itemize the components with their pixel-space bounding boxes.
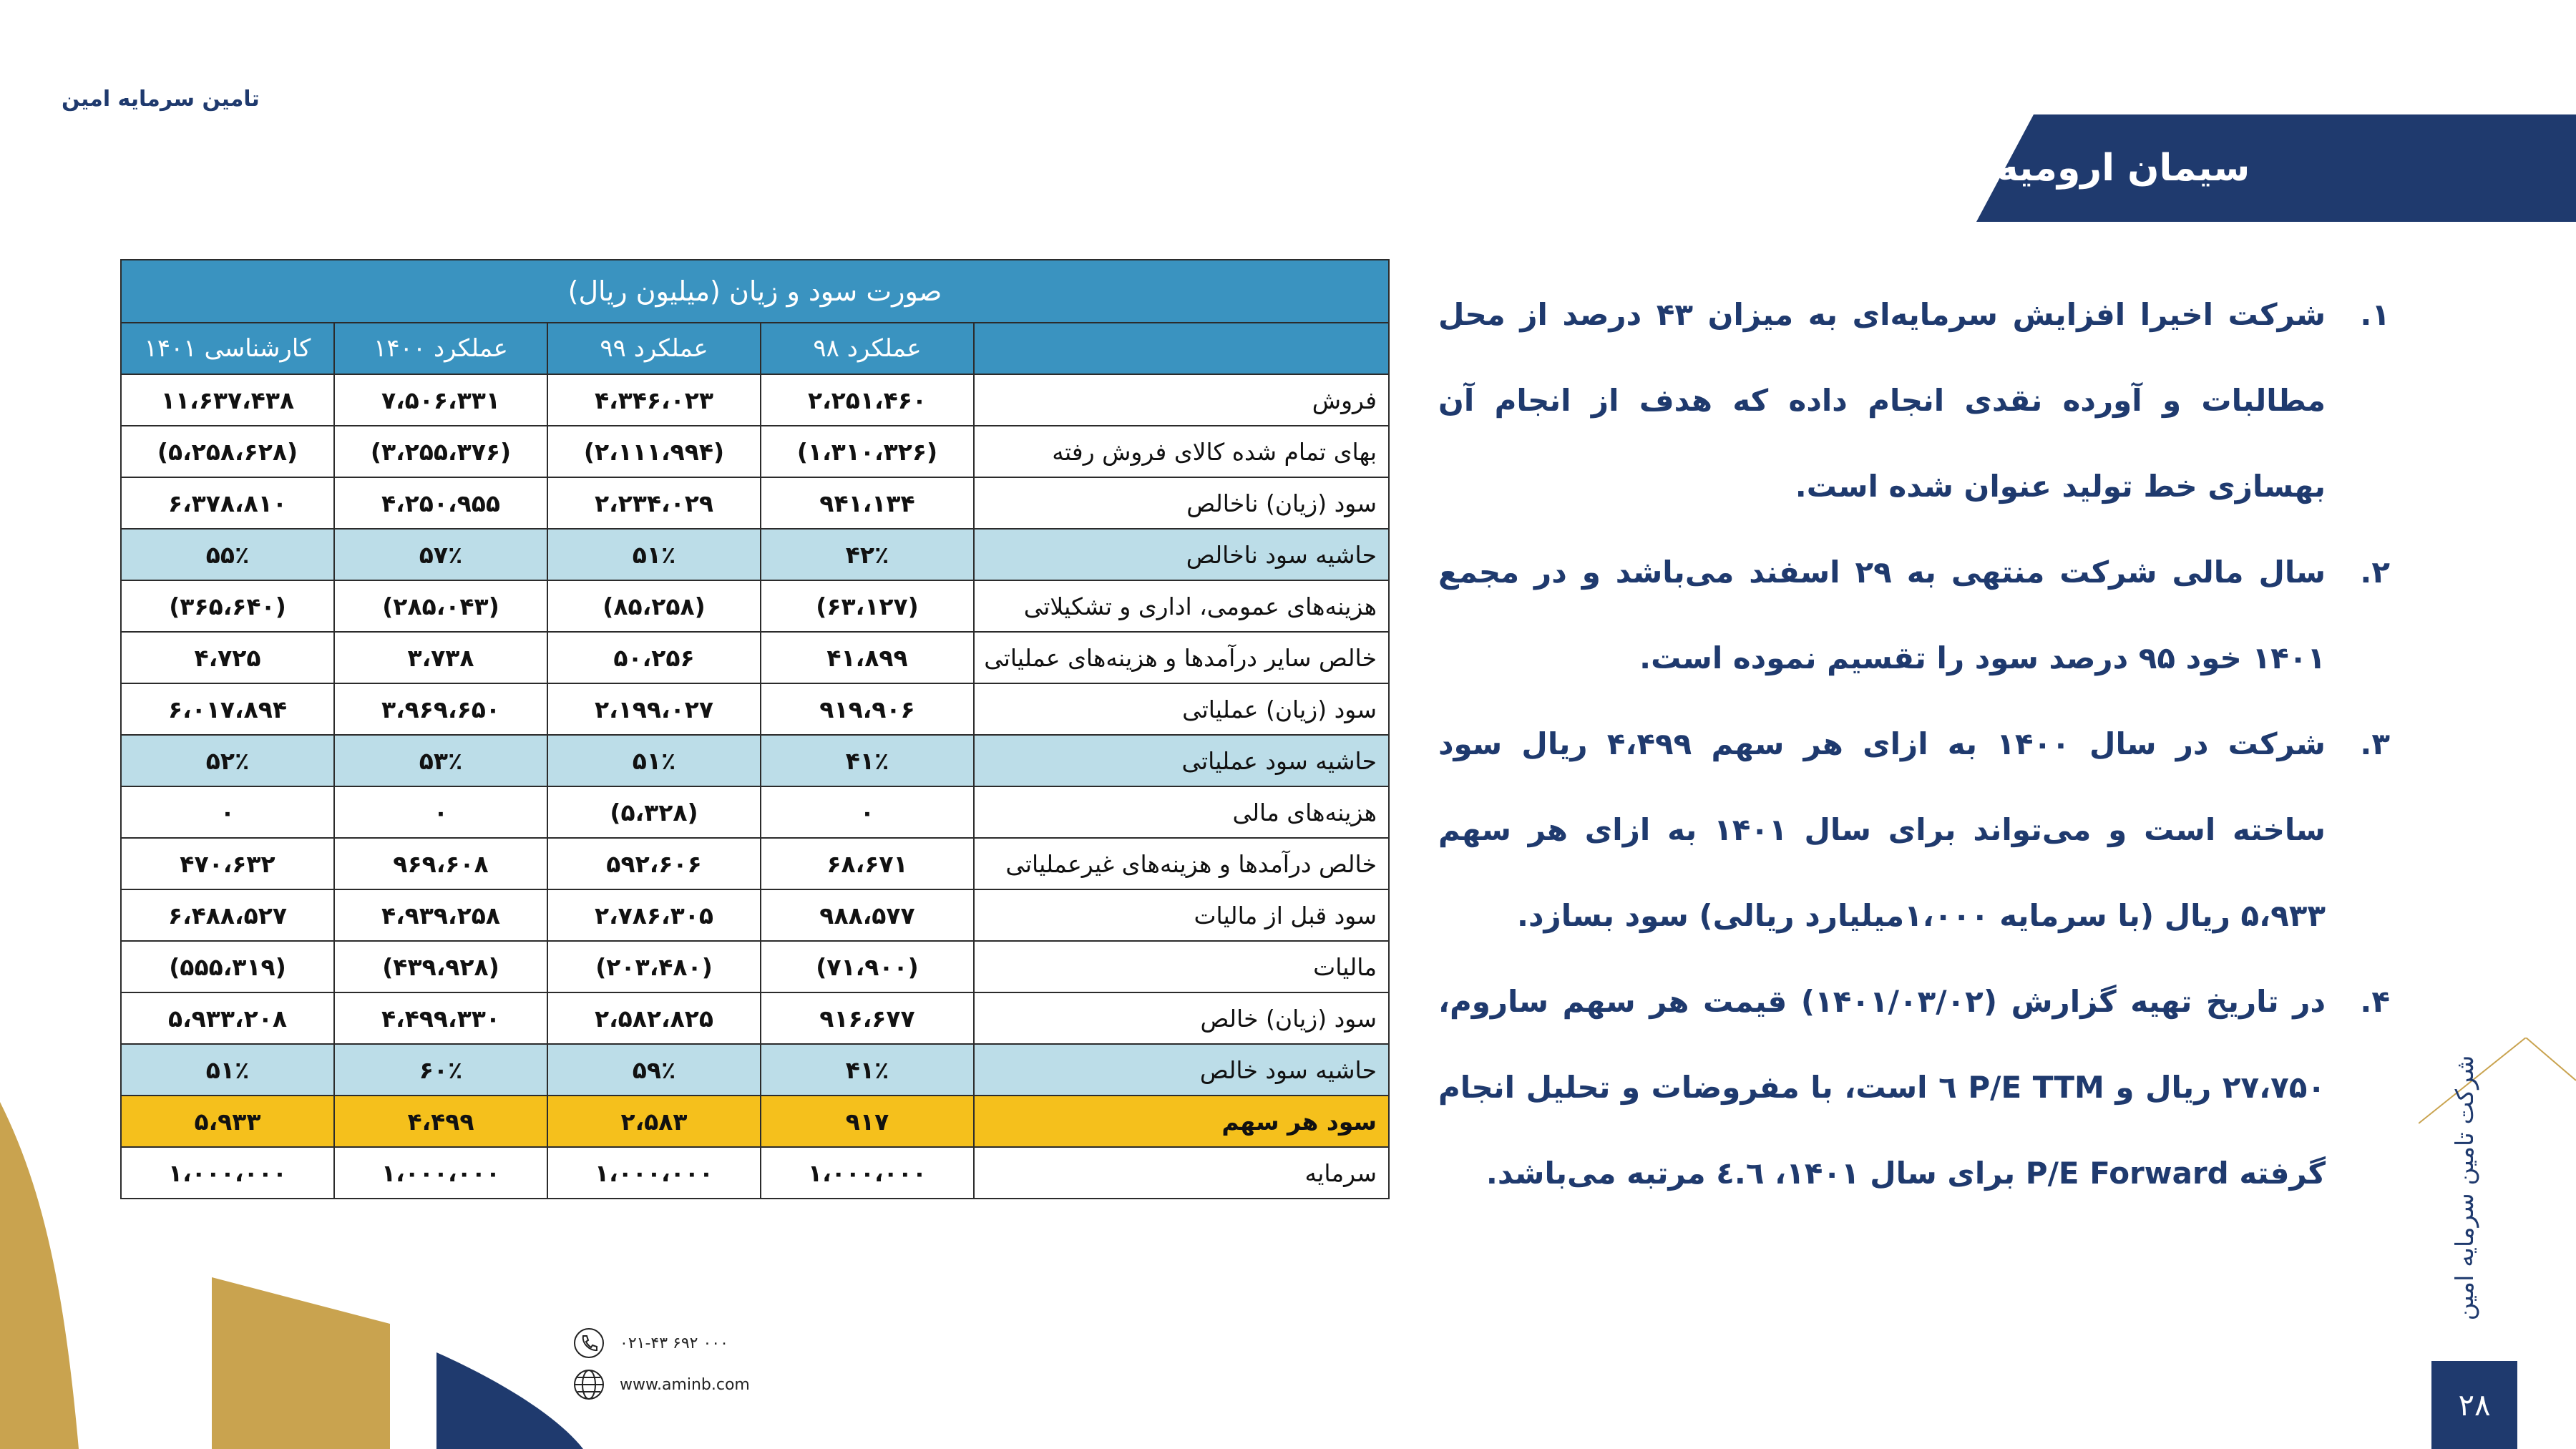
column-header: عملکرد ۱۴۰۰ bbox=[334, 323, 547, 374]
column-header: کارشناسی ۱۴۰۱ bbox=[121, 323, 334, 374]
cell: ۱۱،۶۳۷،۴۳۸ bbox=[121, 374, 334, 426]
cell: ۵،۹۳۳ bbox=[121, 1096, 334, 1147]
cell: ۰ bbox=[334, 786, 547, 838]
cell: ۵۰،۲۵۶ bbox=[547, 632, 761, 683]
table-row bbox=[121, 426, 1389, 477]
cell: ۵۲٪ bbox=[121, 735, 334, 786]
cell: ۶،۳۷۸،۸۱۰ bbox=[121, 477, 334, 529]
row-label: سرمایه bbox=[974, 1147, 1389, 1199]
cell: ۹۶۹،۶۰۸ bbox=[334, 838, 547, 889]
list-item bbox=[1438, 272, 2390, 530]
cell: (۶۳،۱۲۷) bbox=[761, 580, 974, 632]
table-row bbox=[121, 889, 1389, 941]
item-text: شرکت اخیرا افزایش سرمایه‌ای به میزان ۴۳ درصد از محل مطالبات و آورده نقدی انجام داده که هدف از انجام آن بهسازی خط تولید عنوان شده است. bbox=[1438, 297, 2326, 504]
cell: ۵۱٪ bbox=[121, 1044, 334, 1096]
cell: ۶،۴۸۸،۵۲۷ bbox=[121, 889, 334, 941]
company-logo: تامین سرمایه امین bbox=[62, 86, 260, 112]
cell: ۵۹۲،۶۰۶ bbox=[547, 838, 761, 889]
cell: (۲،۱۱۱،۹۹۴) bbox=[547, 426, 761, 477]
column-header bbox=[974, 323, 1389, 374]
cell: ۵۱٪ bbox=[547, 529, 761, 580]
cell: ۱،۰۰۰،۰۰۰ bbox=[121, 1147, 334, 1199]
item-text: سال مالی شرکت منتهی به ۲۹ اسفند می‌باشد و در مجمع ۱۴۰۱ خود ۹۵ درصد سود را تقسیم نموده است. bbox=[1438, 555, 2326, 675]
cell: ۲،۲۳۴،۰۲۹ bbox=[547, 477, 761, 529]
row-label: حاشیه سود عملیاتی bbox=[974, 735, 1389, 786]
cell: ۳،۹۶۹،۶۵۰ bbox=[334, 683, 547, 735]
row-label: خالص درآمدها و هزینه‌های غیرعملیاتی bbox=[974, 838, 1389, 889]
cell: ۴۱،۸۹۹ bbox=[761, 632, 974, 683]
cell: (۲۸۵،۰۴۳) bbox=[334, 580, 547, 632]
website-url[interactable]: www.aminb.com bbox=[620, 1375, 750, 1394]
table-row bbox=[121, 838, 1389, 889]
row-label: هزینه‌های عمومی، اداری و تشکیلاتی bbox=[974, 580, 1389, 632]
cell: (۵۵۵،۳۱۹) bbox=[121, 941, 334, 992]
table-row bbox=[121, 1044, 1389, 1096]
cell: ۰ bbox=[121, 786, 334, 838]
cell: ۵۷٪ bbox=[334, 529, 547, 580]
table-row bbox=[121, 683, 1389, 735]
cell: (۳،۲۵۵،۳۷۶) bbox=[334, 426, 547, 477]
list-item bbox=[1438, 701, 2390, 959]
row-label: سود (زیان) عملیاتی bbox=[974, 683, 1389, 735]
cell: ۴۲٪ bbox=[761, 529, 974, 580]
table-row bbox=[121, 992, 1389, 1044]
cell: ۴۱٪ bbox=[761, 1044, 974, 1096]
income-statement-table bbox=[120, 259, 1390, 1199]
cell: (۵،۳۲۸) bbox=[547, 786, 761, 838]
table-row bbox=[121, 786, 1389, 838]
cell: ۲،۵۸۲،۸۲۵ bbox=[547, 992, 761, 1044]
cell: (۱،۳۱۰،۳۲۶) bbox=[761, 426, 974, 477]
cell: ۵۹٪ bbox=[547, 1044, 761, 1096]
cell: ۴،۹۳۹،۲۵۸ bbox=[334, 889, 547, 941]
item-text: در تاریخ تهیه گزارش (۱۴۰۱/۰۳/۰۲) قیمت هر سهم ساروم، ۲۷،۷۵۰ ریال و P/E TTM ٦ است، با مفروضات و تحلیل انجام گرفته P/E Forward برای سال ۱۴۰۱، ٤.٦ مرتبه می‌باشد. bbox=[1438, 984, 2326, 1191]
item-text: شرکت در سال ۱۴۰۰ به ازای هر سهم ۴،۴۹۹ ریال سود ساخته است و می‌تواند برای سال ۱۴۰۱ به ازای هر سهم ۵،۹۳۳ ریال (با سرمایه ۱،۰۰۰میلیارد ریالی) سود بسازد. bbox=[1438, 726, 2326, 933]
cell: (۳۶۵،۶۴۰) bbox=[121, 580, 334, 632]
cell: ۹۴۱،۱۳۴ bbox=[761, 477, 974, 529]
cell: ۴،۷۲۵ bbox=[121, 632, 334, 683]
globe-icon bbox=[571, 1367, 607, 1402]
row-label: فروش bbox=[974, 374, 1389, 426]
row-label: مالیات bbox=[974, 941, 1389, 992]
cell: ۴،۴۹۹ bbox=[334, 1096, 547, 1147]
cell: ۲،۷۸۶،۳۰۵ bbox=[547, 889, 761, 941]
cell: ۲،۱۹۹،۰۲۷ bbox=[547, 683, 761, 735]
cell: ۲،۵۸۳ bbox=[547, 1096, 761, 1147]
list-item bbox=[1438, 530, 2390, 701]
row-label: سود هر سهم bbox=[974, 1096, 1389, 1147]
cell: ۹۱۹،۹۰۶ bbox=[761, 683, 974, 735]
row-label: خالص سایر درآمدها و هزینه‌های عملیاتی bbox=[974, 632, 1389, 683]
table-row bbox=[121, 632, 1389, 683]
cell: ۷،۵۰۶،۳۳۱ bbox=[334, 374, 547, 426]
cell: ۱،۰۰۰،۰۰۰ bbox=[547, 1147, 761, 1199]
table-row bbox=[121, 580, 1389, 632]
cell: ۹۱۷ bbox=[761, 1096, 974, 1147]
cell: ۱،۰۰۰،۰۰۰ bbox=[761, 1147, 974, 1199]
table-row bbox=[121, 477, 1389, 529]
item-number: ۳. bbox=[2360, 726, 2390, 761]
key-points-list bbox=[1438, 272, 2390, 1216]
cell: ۵۳٪ bbox=[334, 735, 547, 786]
cell: ۵۵٪ bbox=[121, 529, 334, 580]
item-number: ۴. bbox=[2360, 984, 2390, 1019]
item-number: ۱. bbox=[2360, 297, 2390, 332]
row-label: حاشیه سود خالص bbox=[974, 1044, 1389, 1096]
decor-right-lines bbox=[2419, 1038, 2576, 1367]
row-label: حاشیه سود ناخالص bbox=[974, 529, 1389, 580]
cell: ۴،۳۴۶،۰۲۳ bbox=[547, 374, 761, 426]
cell: (۷۱،۹۰۰) bbox=[761, 941, 974, 992]
cell: (۲۰۳،۴۸۰) bbox=[547, 941, 761, 992]
company-vertical-label bbox=[2446, 1055, 2484, 1321]
row-label: سود قبل از مالیات bbox=[974, 889, 1389, 941]
cell: ۴،۲۵۰،۹۵۵ bbox=[334, 477, 547, 529]
table-row bbox=[121, 941, 1389, 992]
row-label: هزینه‌های مالی bbox=[974, 786, 1389, 838]
row-label: سود (زیان) ناخالص bbox=[974, 477, 1389, 529]
cell: ۵،۹۳۳،۲۰۸ bbox=[121, 992, 334, 1044]
table-row bbox=[121, 529, 1389, 580]
cell: ۶۰٪ bbox=[334, 1044, 547, 1096]
page-number: ۲۸ bbox=[2431, 1361, 2517, 1449]
cell: ۶،۰۱۷،۸۹۴ bbox=[121, 683, 334, 735]
cell: ۶۸،۶۷۱ bbox=[761, 838, 974, 889]
phone-icon bbox=[571, 1325, 607, 1361]
item-number: ۲. bbox=[2360, 555, 2390, 590]
table-row bbox=[121, 1147, 1389, 1199]
table-row bbox=[121, 374, 1389, 426]
cell: ۵۱٪ bbox=[547, 735, 761, 786]
cell: ۱،۰۰۰،۰۰۰ bbox=[334, 1147, 547, 1199]
row-label: سود (زیان) خالص bbox=[974, 992, 1389, 1044]
table-row bbox=[121, 735, 1389, 786]
cell: ۳،۷۳۸ bbox=[334, 632, 547, 683]
cell: (۸۵،۲۵۸) bbox=[547, 580, 761, 632]
column-header: عملکرد ۹۹ bbox=[547, 323, 761, 374]
table-title: صورت سود و زیان (میلیون ریال) bbox=[121, 260, 1389, 323]
cell: ۴۱٪ bbox=[761, 735, 974, 786]
cell: ۹۱۶،۶۷۷ bbox=[761, 992, 974, 1044]
table-row bbox=[121, 1096, 1389, 1147]
cell: (۵،۲۵۸،۶۲۸) bbox=[121, 426, 334, 477]
cell: ۲،۲۵۱،۴۶۰ bbox=[761, 374, 974, 426]
row-label: بهای تمام شده کالای فروش رفته bbox=[974, 426, 1389, 477]
cell: ۰ bbox=[761, 786, 974, 838]
cell: ۹۸۸،۵۷۷ bbox=[761, 889, 974, 941]
company-label-text: شرکت تامین سرمایه امین bbox=[2451, 1055, 2479, 1321]
phone-contact bbox=[571, 1325, 728, 1361]
cell: ۴،۴۹۹،۳۳۰ bbox=[334, 992, 547, 1044]
cell: ۴۷۰،۶۳۲ bbox=[121, 838, 334, 889]
list-item bbox=[1438, 959, 2390, 1216]
phone-number: ۰۲۱-۴۳ ۶۹۲ ۰۰۰ bbox=[620, 1334, 728, 1352]
column-header: عملکرد ۹۸ bbox=[761, 323, 974, 374]
website-contact bbox=[571, 1367, 750, 1402]
page-title: سیمان ارومیه bbox=[1996, 147, 2250, 190]
cell: (۴۳۹،۹۲۸) bbox=[334, 941, 547, 992]
